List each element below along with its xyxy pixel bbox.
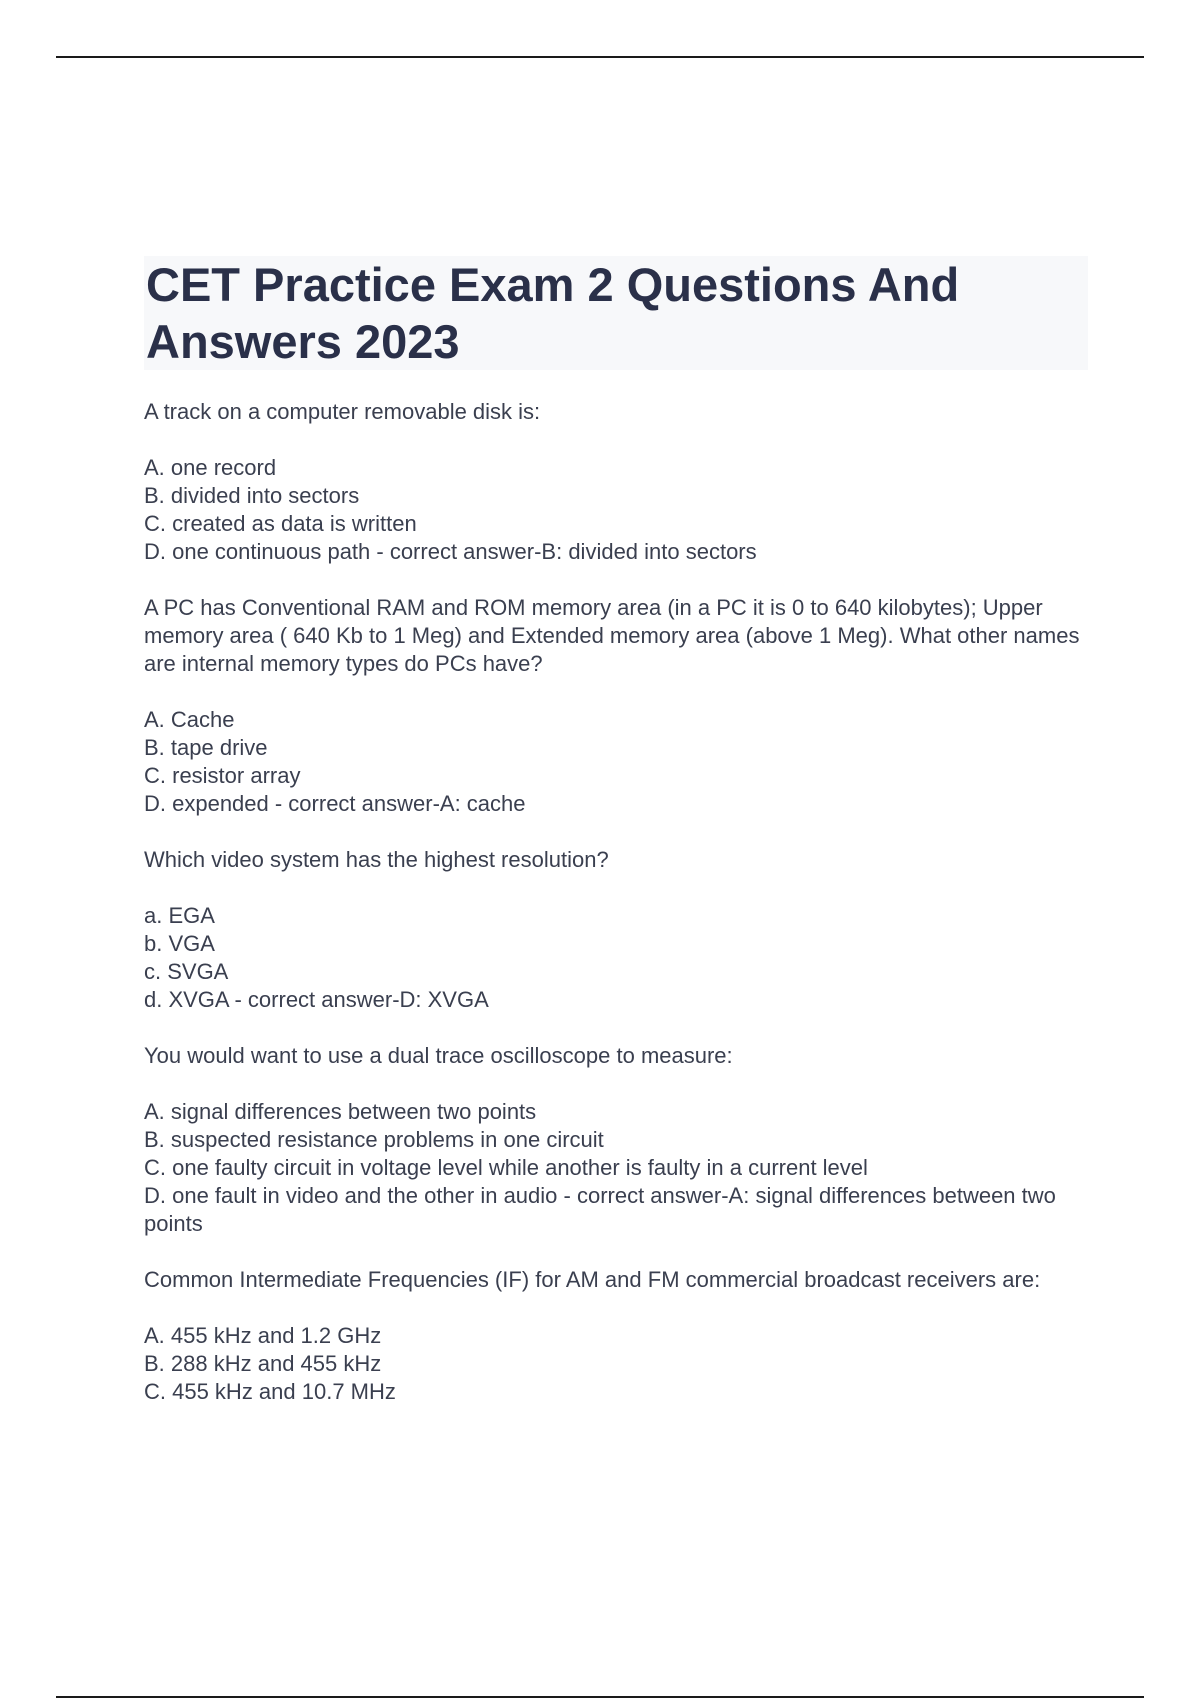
option-item: A. 455 kHz and 1.2 GHz [144, 1323, 382, 1348]
option-item: c. SVGA [144, 959, 229, 984]
page-title: CET Practice Exam 2 Questions And Answers 2023 [144, 256, 1088, 370]
option-item: B. divided into sectors [144, 483, 360, 508]
question-text: Common Intermediate Frequencies (IF) for AM and FM commercial broadcast receivers are: [144, 1267, 1041, 1292]
question-4 [144, 1042, 1088, 1238]
option-list [144, 902, 1088, 1014]
option-item: C. created as data is written [144, 511, 417, 536]
question-text: A track on a computer removable disk is: [144, 399, 541, 424]
option-item: A. Cache [144, 707, 235, 732]
option-item: C. 455 kHz and 10.7 MHz [144, 1379, 396, 1404]
question-text: You would want to use a dual trace oscilloscope to measure: [144, 1043, 733, 1068]
question-1 [144, 398, 1088, 566]
option-item: C. one faulty circuit in voltage level while another is faulty in a current level [144, 1155, 868, 1180]
option-item-answer: D. one fault in video and the other in audio - correct answer-A: signal differences between two points [144, 1183, 1056, 1236]
option-list [144, 1322, 1088, 1406]
option-item: B. tape drive [144, 735, 268, 760]
option-list [144, 1098, 1088, 1238]
option-item: B. 288 kHz and 455 kHz [144, 1351, 382, 1376]
question-text: A PC has Conventional RAM and ROM memory area (in a PC it is 0 to 640 kilobytes); Upper memory area ( 640 Kb to 1 Meg) and Extended memory area (above 1 Meg). What other names are internal memory types do PCs have? [144, 595, 1080, 676]
option-item: B. suspected resistance problems in one circuit [144, 1127, 604, 1152]
option-item: b. VGA [144, 931, 215, 956]
option-item-answer: D. expended - correct answer-A: cache [144, 791, 526, 816]
bottom-rule [56, 1696, 1144, 1698]
option-list [144, 706, 1088, 818]
option-item-answer: D. one continuous path - correct answer-B: divided into sectors [144, 539, 757, 564]
question-5 [144, 1266, 1088, 1406]
top-rule [56, 56, 1144, 58]
option-item-answer: d. XVGA - correct answer-D: XVGA [144, 987, 489, 1012]
document-body [144, 256, 1088, 1406]
option-item: a. EGA [144, 903, 215, 928]
question-text: Which video system has the highest resolution? [144, 847, 609, 872]
option-item: A. one record [144, 455, 277, 480]
question-2 [144, 594, 1088, 818]
option-item: C. resistor array [144, 763, 301, 788]
option-item: A. signal differences between two points [144, 1099, 537, 1124]
option-list [144, 454, 1088, 566]
question-3 [144, 846, 1088, 1014]
